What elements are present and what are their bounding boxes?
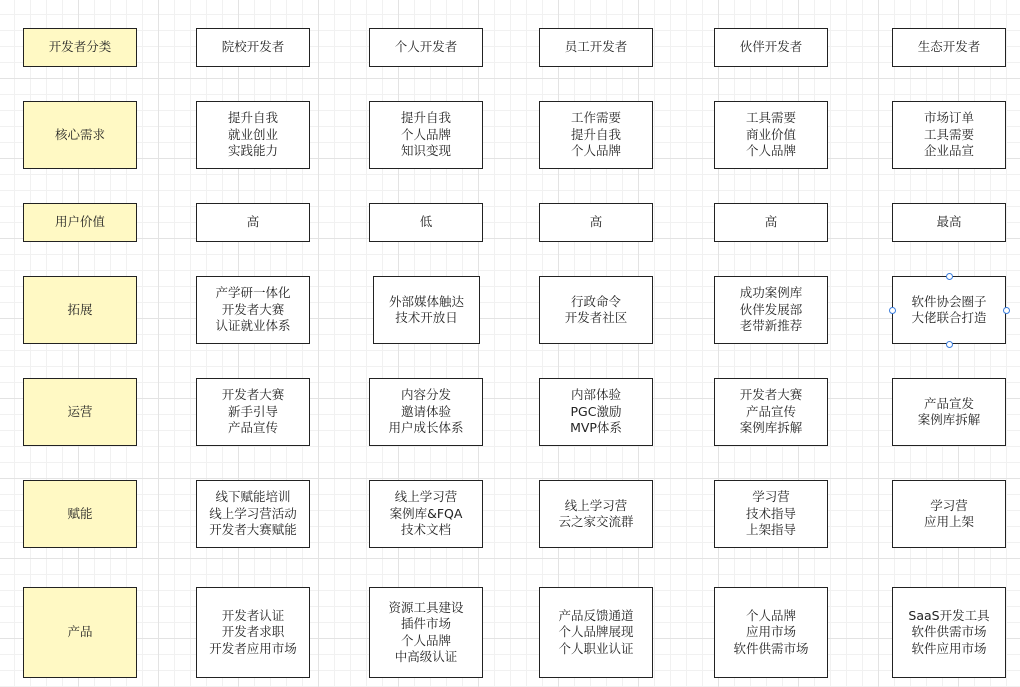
row-header-enablement[interactable]: 赋能 (23, 480, 137, 548)
cell-user-value-2[interactable]: 低 (369, 203, 483, 242)
cell-product-1[interactable]: 开发者认证 开发者求职 开发者应用市场 (196, 587, 310, 678)
row-header-operations[interactable]: 运营 (23, 378, 137, 446)
cell-operations-5[interactable]: 产品宣发 案例库拆解 (892, 378, 1006, 446)
selection-handle-left[interactable] (889, 307, 896, 314)
cell-enablement-3[interactable]: 线上学习营 云之家交流群 (539, 480, 653, 548)
selection-handle-bottom[interactable] (946, 341, 953, 348)
cell-expansion-4[interactable]: 成功案例库 伙伴发展部 老带新推荐 (714, 276, 828, 344)
cell-enablement-2[interactable]: 线上学习营 案例库&FQA 技术文档 (369, 480, 483, 548)
cell-category-3[interactable]: 员工开发者 (539, 28, 653, 67)
cell-enablement-4[interactable]: 学习营 技术指导 上架指导 (714, 480, 828, 548)
cell-operations-2[interactable]: 内容分发 邀请体验 用户成长体系 (369, 378, 483, 446)
cell-core-needs-3[interactable]: 工作需要 提升自我 个人品牌 (539, 101, 653, 169)
cell-core-needs-1[interactable]: 提升自我 就业创业 实践能力 (196, 101, 310, 169)
row-header-category[interactable]: 开发者分类 (23, 28, 137, 67)
cell-user-value-3[interactable]: 高 (539, 203, 653, 242)
selection-handle-top[interactable] (946, 273, 953, 280)
cell-product-5[interactable]: SaaS开发工具 软件供需市场 软件应用市场 (892, 587, 1006, 678)
cell-expansion-5[interactable]: 软件协会圈子 大佬联合打造 (892, 276, 1006, 344)
row-header-user-value[interactable]: 用户价值 (23, 203, 137, 242)
cell-expansion-1[interactable]: 产学研一体化 开发者大赛 认证就业体系 (196, 276, 310, 344)
cell-product-2[interactable]: 资源工具建设 插件市场 个人品牌 中高级认证 (369, 587, 483, 678)
row-header-core-needs[interactable]: 核心需求 (23, 101, 137, 169)
row-header-product[interactable]: 产品 (23, 587, 137, 678)
cell-operations-4[interactable]: 开发者大赛 产品宣传 案例库拆解 (714, 378, 828, 446)
cell-category-4[interactable]: 伙伴开发者 (714, 28, 828, 67)
cell-operations-3[interactable]: 内部体验 PGC激励 MVP体系 (539, 378, 653, 446)
cell-category-2[interactable]: 个人开发者 (369, 28, 483, 67)
selection-handle-right[interactable] (1003, 307, 1010, 314)
cell-core-needs-2[interactable]: 提升自我 个人品牌 知识变现 (369, 101, 483, 169)
cell-expansion-2[interactable]: 外部媒体触达 技术开放日 (373, 276, 480, 344)
cell-category-1[interactable]: 院校开发者 (196, 28, 310, 67)
cell-operations-1[interactable]: 开发者大赛 新手引导 产品宣传 (196, 378, 310, 446)
cell-enablement-5[interactable]: 学习营 应用上架 (892, 480, 1006, 548)
cell-expansion-3[interactable]: 行政命令 开发者社区 (539, 276, 653, 344)
cell-user-value-1[interactable]: 高 (196, 203, 310, 242)
cell-category-5[interactable]: 生态开发者 (892, 28, 1006, 67)
cell-product-3[interactable]: 产品反馈通道 个人品牌展现 个人职业认证 (539, 587, 653, 678)
row-header-expansion[interactable]: 拓展 (23, 276, 137, 344)
cell-user-value-5[interactable]: 最高 (892, 203, 1006, 242)
cell-product-4[interactable]: 个人品牌 应用市场 软件供需市场 (714, 587, 828, 678)
cell-user-value-4[interactable]: 高 (714, 203, 828, 242)
cell-enablement-1[interactable]: 线下赋能培训 线上学习营活动 开发者大赛赋能 (196, 480, 310, 548)
cell-core-needs-5[interactable]: 市场订单 工具需要 企业品宣 (892, 101, 1006, 169)
cell-core-needs-4[interactable]: 工具需要 商业价值 个人品牌 (714, 101, 828, 169)
